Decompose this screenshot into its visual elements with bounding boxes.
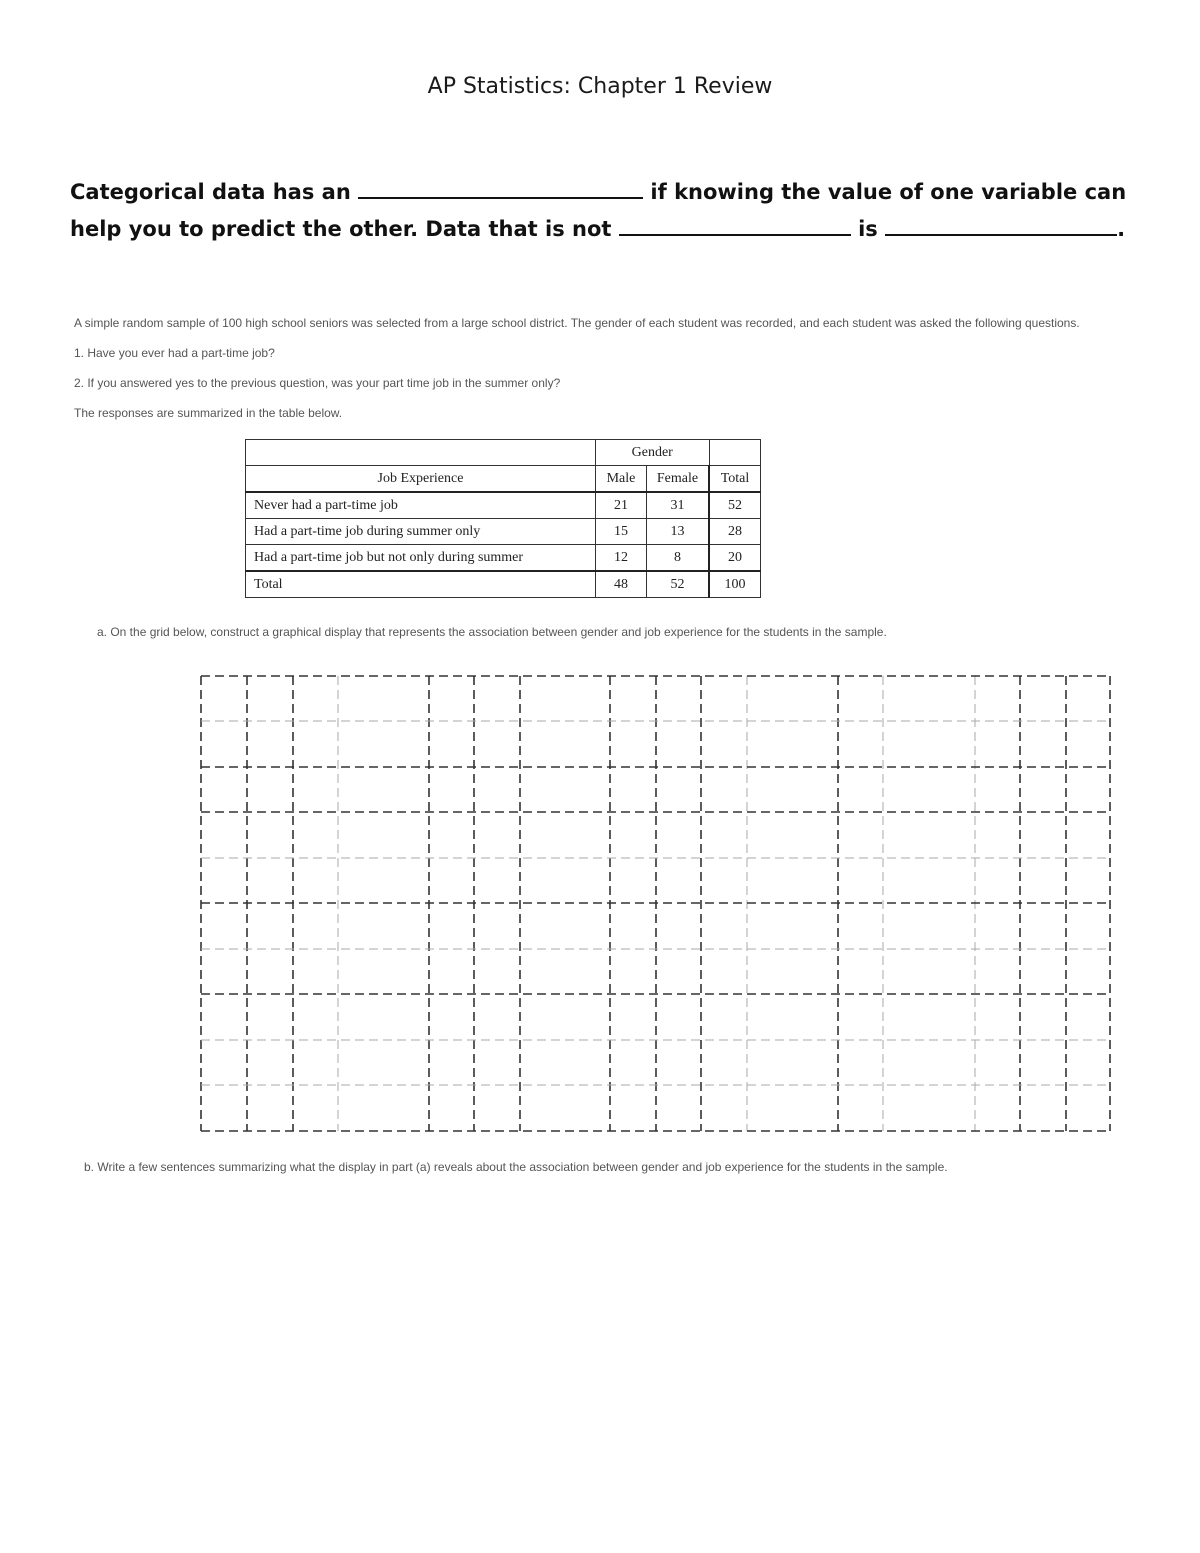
column-header-female: Female	[647, 466, 710, 493]
job-experience-header: Job Experience	[246, 466, 596, 493]
fill-in-the-blank	[70, 174, 1150, 248]
table-cell: 48	[596, 571, 647, 598]
fill-in-text-3: is	[858, 217, 878, 241]
fill-in-text-2: if knowing the value of one variable can help you to predict the other. Data that is not	[70, 180, 1127, 241]
fill-in-period: .	[1117, 217, 1126, 241]
table-cell: 13	[647, 519, 710, 545]
answer-blank-2[interactable]	[619, 212, 851, 236]
page-title: AP Statistics: Chapter 1 Review	[427, 74, 773, 99]
fill-in-text-1: Categorical data has an	[70, 180, 351, 204]
question-1: 1. Have you ever had a part-time job?	[74, 346, 275, 360]
table-row	[246, 492, 761, 519]
table-row	[246, 519, 761, 545]
column-header-total: Total	[709, 466, 761, 493]
table-row-total	[246, 571, 761, 598]
answer-blank-1[interactable]	[358, 175, 643, 199]
table-cell: 8	[647, 545, 710, 572]
table-cell: 21	[596, 492, 647, 519]
grid-lines	[201, 676, 1110, 1131]
row-label: Had a part-time job during summer only	[246, 519, 596, 545]
table-cell: 100	[709, 571, 761, 598]
part-b-prompt: b. Write a few sentences summarizing what the display in part (a) reveals about the association between gender and job experience for the students in the sample.	[84, 1160, 948, 1174]
gender-header: Gender	[596, 440, 710, 466]
problem-intro	[74, 316, 1164, 436]
part-a-prompt: a. On the grid below, construct a graphical display that represents the association between gender and job experience for the students in the sample.	[97, 625, 887, 639]
table-summary: The responses are summarized in the table below.	[74, 406, 343, 420]
row-label: Never had a part-time job	[246, 492, 596, 519]
table-cell: 12	[596, 545, 647, 572]
table-cell: 31	[647, 492, 710, 519]
table-row	[246, 545, 761, 572]
table-cell: 28	[709, 519, 761, 545]
table-cell: 15	[596, 519, 647, 545]
answer-blank-3[interactable]	[885, 212, 1117, 236]
intro-sentence: A simple random sample of 100 high school seniors was selected from a large school district. The gender of each student was recorded, and each student was asked the following questions.	[74, 316, 1080, 330]
row-label: Total	[246, 571, 596, 598]
column-header-male: Male	[596, 466, 647, 493]
question-2: 2. If you answered yes to the previous question, was your part time job in the summer only?	[74, 376, 561, 390]
table-cell: 20	[709, 545, 761, 572]
row-label: Had a part-time job but not only during summer	[246, 545, 596, 572]
answer-grid[interactable]	[200, 675, 1112, 1133]
table-cell: 52	[709, 492, 761, 519]
table-cell: 52	[647, 571, 710, 598]
two-way-table	[245, 439, 761, 598]
